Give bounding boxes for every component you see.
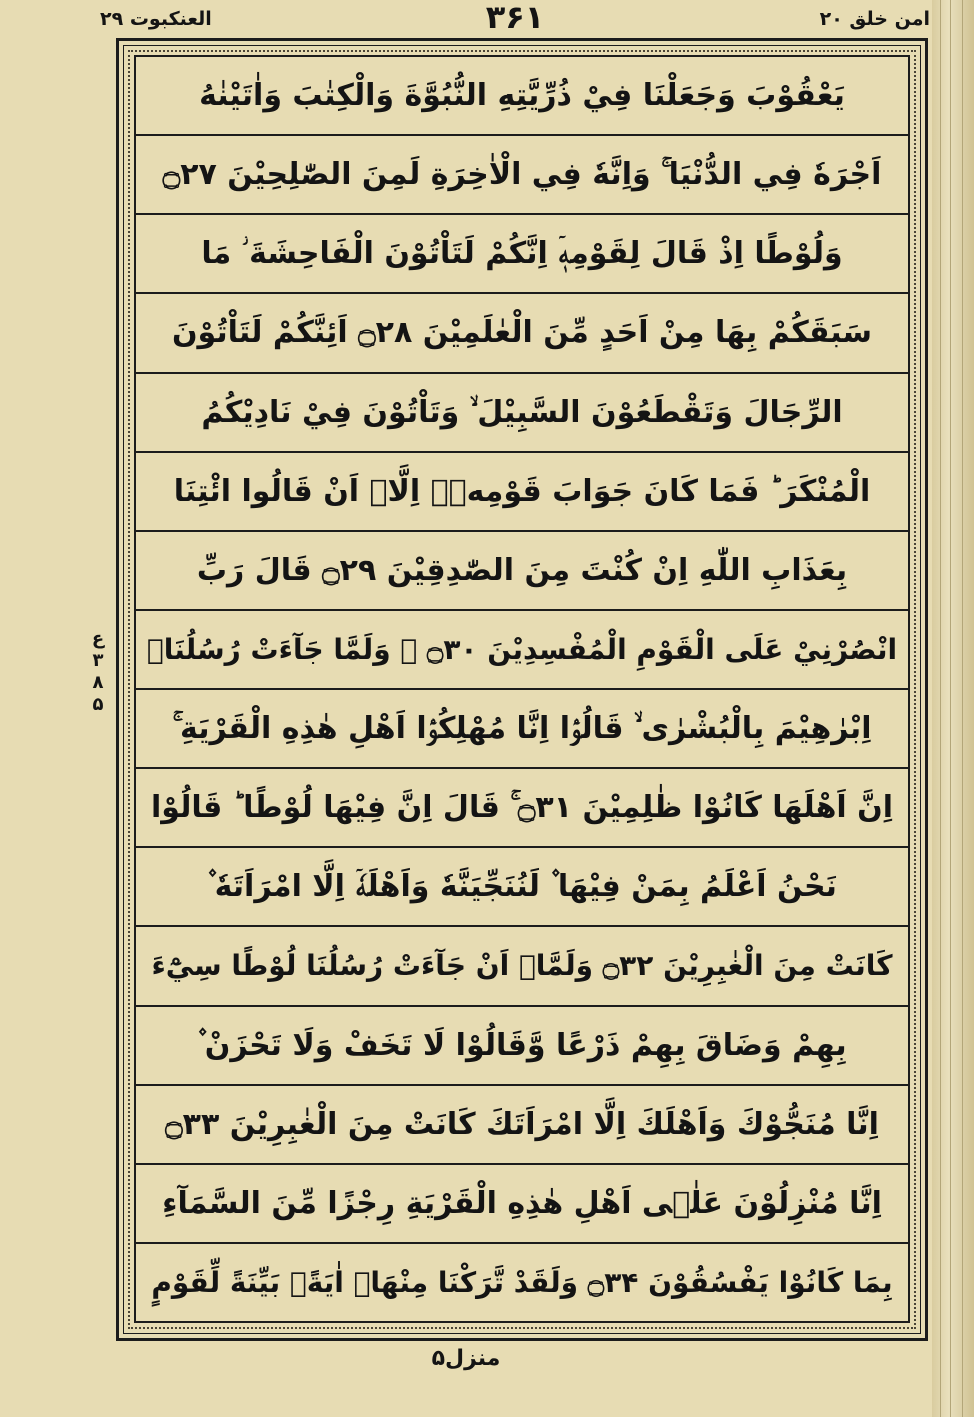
text-line-2: اَجْرَهٗ فِي الدُّنْيَا ۚ وَاِنَّهٗ فِي الْاٰخِرَةِ لَمِنَ الصّٰلِحِيْنَ ۝۲۷ — [136, 136, 908, 215]
ruku-letter: ع — [91, 628, 105, 649]
text-line-7: بِعَذَابِ اللّٰهِ اِنْ كُنْتَ مِنَ الصّٰدِقِيْنَ ۝۲۹ قَالَ رَبِّ — [136, 532, 908, 611]
text-line-12: كَانَتْ مِنَ الْغٰبِرِيْنَ ۝۳۲ وَلَمَّاۤ اَنْ جَآءَتْ رُسُلُنَا لُوْطًا سِيْٓءَ — [136, 927, 908, 1006]
text-line-5: الرِّجَالَ وَتَقْطَعُوْنَ السَّبِيْلَ ۙ وَتَاْتُوْنَ فِيْ نَادِيْكُمُ — [136, 374, 908, 453]
page-header — [100, 0, 930, 40]
text-line-4: سَبَقَكُمْ بِهَا مِنْ اَحَدٍ مِّنَ الْعٰلَمِيْنَ ۝۲۸ اَئِنَّكُمْ لَتَاْتُوْنَ — [136, 294, 908, 373]
edge-line — [962, 0, 963, 1417]
ruku-number-3: ۵ — [92, 694, 104, 715]
ruku-marker — [78, 628, 118, 716]
page-number: ۳۶۱ — [485, 0, 545, 36]
text-line-15: اِنَّا مُنْزِلُوْنَ عَلٰۤى اَهْلِ هٰذِهِ الْقَرْيَةِ رِجْزًا مِّنَ السَّمَآءِ — [136, 1165, 908, 1244]
ruku-number-2: ۸ — [92, 672, 104, 693]
text-line-6: الْمُنْكَرَ ؕ فَمَا كَانَ جَوَابَ قَوْمِهٖۤ اِلَّاۤ اَنْ قَالُوا ائْتِنَا — [136, 453, 908, 532]
text-line-11: نَحْنُ اَعْلَمُ بِمَنْ فِيْهَا ۫ لَنُنَجِّيَنَّهٗ وَاَهْلَهٗۤ اِلَّا امْرَاَتَهٗ ۫ — [136, 848, 908, 927]
ruku-number-1: ۳ — [92, 650, 104, 671]
text-line-8: انْصُرْنِيْ عَلَى الْقَوْمِ الْمُفْسِدِيْنَ ۝۳۰ ۧ وَلَمَّا جَآءَتْ رُسُلُنَاۤ — [136, 611, 908, 690]
edge-line — [950, 0, 951, 1417]
text-line-10: اِنَّ اَهْلَهَا كَانُوْا ظٰلِمِيْنَ ۝۳۱ ۚ قَالَ اِنَّ فِيْهَا لُوْطًا ؕ قَالُوْا — [136, 769, 908, 848]
page-edge — [932, 0, 974, 1417]
text-line-14: اِنَّا مُنَجُّوْكَ وَاَهْلَكَ اِلَّا امْرَاَتَكَ كَانَتْ مِنَ الْغٰبِرِيْنَ ۝۳۳ — [136, 1086, 908, 1165]
edge-line — [940, 0, 941, 1417]
text-line-16: بِمَا كَانُوْا يَفْسُقُوْنَ ۝۳۴ وَلَقَدْ تَّرَكْنَا مِنْهَاۤ اٰيَةًۢ بَيِّنَةً لِّقَوْمٍ — [151, 1265, 893, 1299]
text-line-9: اِبْرٰهِيْمَ بِالْبُشْرٰى ۙ قَالُوْۤا اِنَّا مُهْلِكُوْۤا اَهْلِ هٰذِهِ الْقَرْيَةِ ۚ — [136, 690, 908, 769]
text-line-3: وَلُوْطًا اِذْ قَالَ لِقَوْمِهٖۤ اِنَّكُمْ لَتَاْتُوْنَ الْفَاحِشَةَ ؗ مَا — [136, 215, 908, 294]
text-line-13: بِهِمْ وَضَاقَ بِهِمْ ذَرْعًا وَّقَالُوْا لَا تَخَفْ وَلَا تَحْزَنْ ۫ — [136, 1007, 908, 1086]
manzil-footer: منزل۵ — [431, 1346, 501, 1371]
text-line-1: يَعْقُوْبَ وَجَعَلْنَا فِيْ ذُرِّيَّتِهِ النُّبُوَّةَ وَالْكِتٰبَ وَاٰتَيْنٰهُ — [136, 57, 908, 136]
quran-text-block — [134, 55, 910, 1323]
juz-label: امن خلق ۲۰ — [819, 8, 930, 30]
surah-label: العنکبوت ۲۹ — [100, 8, 212, 30]
